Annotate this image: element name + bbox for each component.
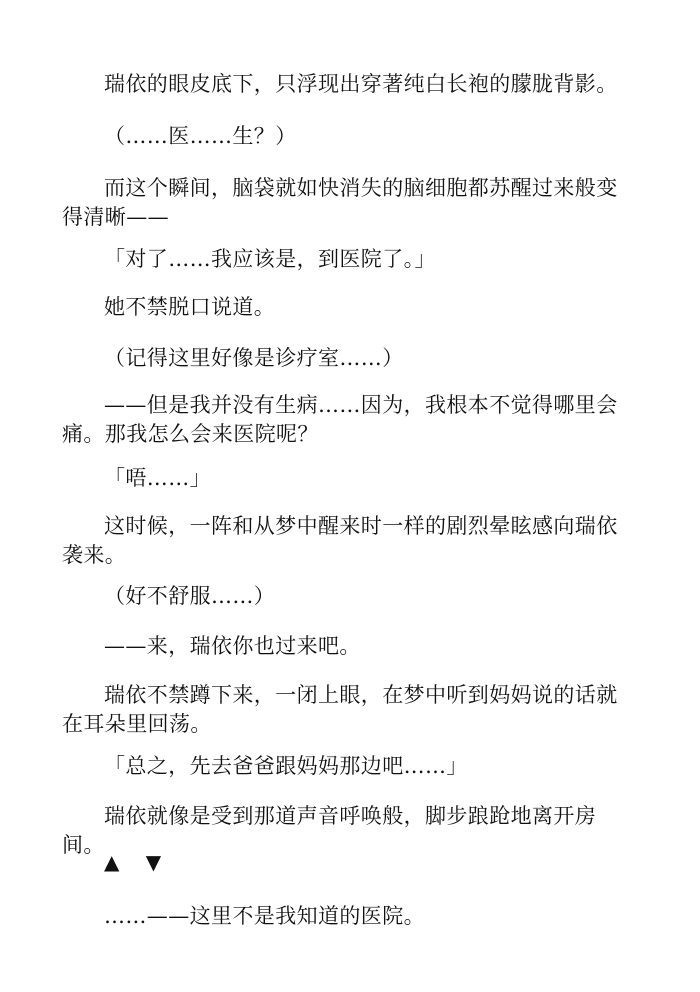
paragraph-15: ……——这里不是我知道的医院。 [104, 904, 425, 928]
paragraph-13: 「总之，先去爸爸跟妈妈那边吧……」 [104, 754, 468, 778]
paragraph-1: 瑞依的眼皮底下，只浮现出穿著纯白长袍的朦胧背影。 [104, 72, 618, 96]
paragraph-4: 「对了……我应该是，到医院了。」 [104, 247, 436, 271]
paragraph-10: （好不舒服……） [104, 584, 276, 608]
paragraph-6: （记得这里好像是诊疗室……） [104, 346, 404, 370]
paragraph-11: ——来，瑞依你也过来吧。 [104, 634, 361, 658]
paragraph-14: 瑞依就像是受到那道声音呼唤般，脚步踉跄地离开房间。 [62, 804, 597, 857]
paragraph-12: 瑞依不禁蹲下来，一闭上眼，在梦中听到妈妈说的话就在耳朵里回荡。 [62, 683, 618, 736]
paragraph-7: ——但是我并没有生病……因为，我根本不觉得哪里会痛。那我怎么会来医院呢？ [62, 393, 618, 446]
paragraph-9: 这时候，一阵和从梦中醒来时一样的剧烈晕眩感向瑞依袭来。 [62, 514, 618, 567]
scene-break-ornament: ▲ ▼ [104, 850, 172, 874]
paragraph-5: 她不禁脱口说道。 [104, 295, 276, 319]
paragraph-3: 而这个瞬间，脑袋就如快消失的脑细胞都苏醒过来般变得清晰—— [62, 176, 618, 229]
paragraph-2: （……医……生？） [104, 124, 297, 148]
paragraph-8: 「唔……」 [104, 466, 211, 490]
